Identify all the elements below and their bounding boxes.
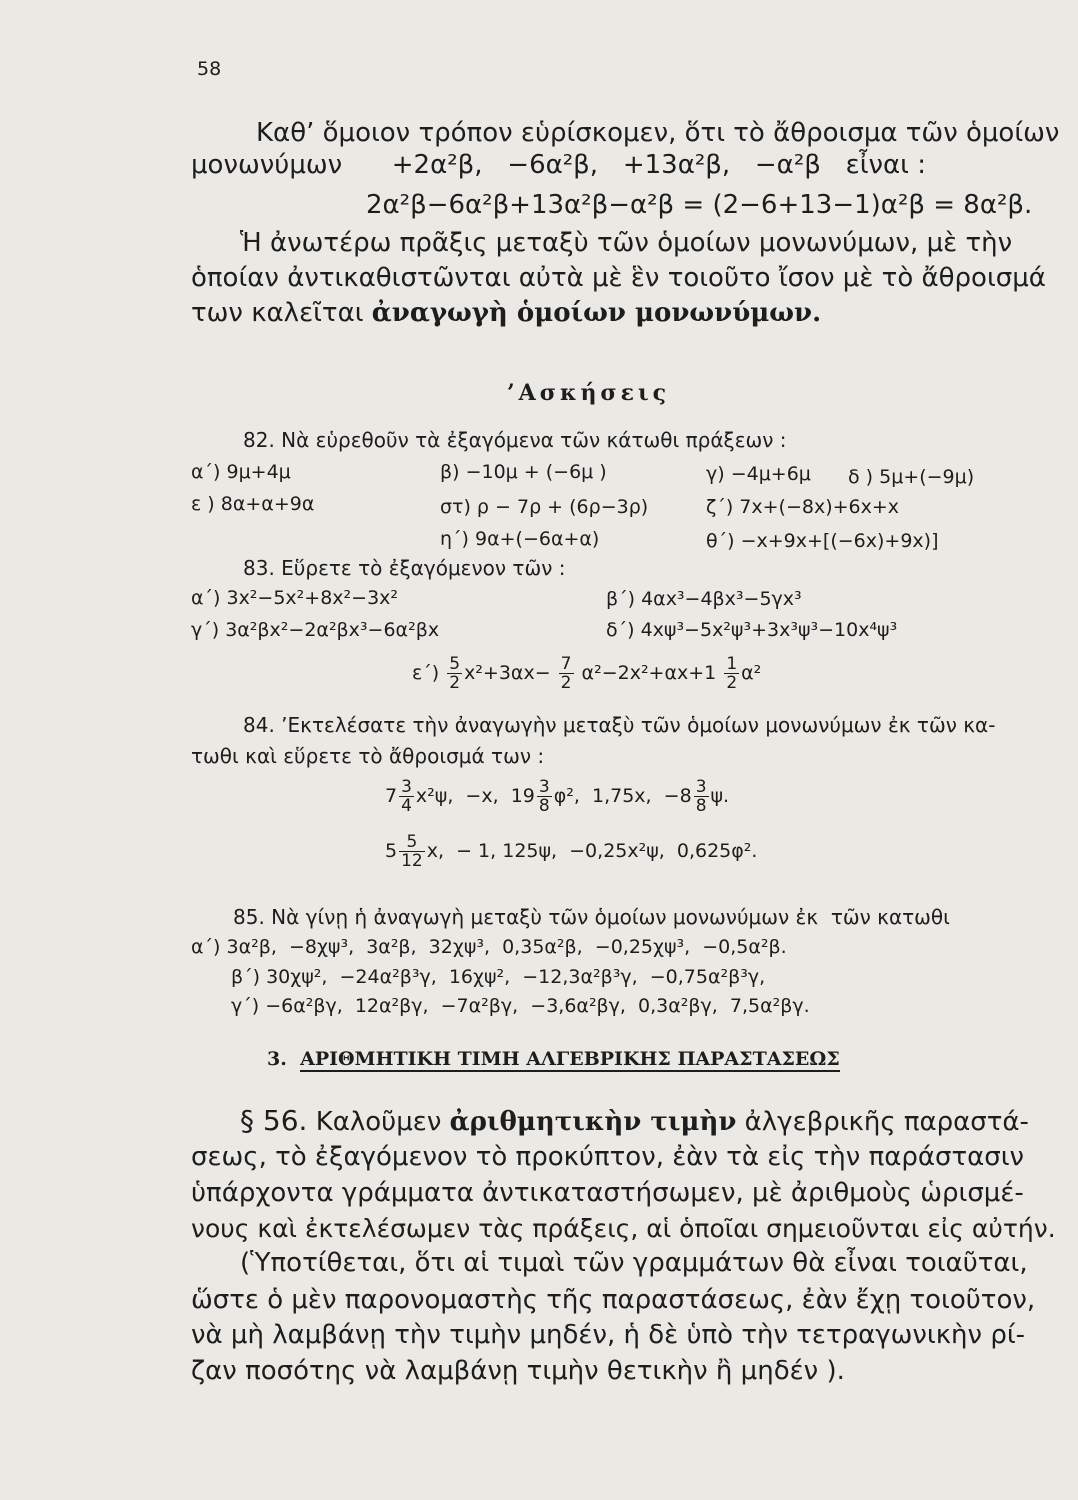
intro-line-4: ὁποίαν ἀντικαθιστῶνται αὐτὰ μὲ ἓν τοιοῦτο ἴσον μὲ τὸ ἄθροισμά xyxy=(191,263,1046,293)
intro-line-1: Καθ’ ὅμοιον τρόπον εὑρίσκομεν, ὅτι τὸ ἄθροισμα τῶν ὁμοίων xyxy=(256,118,1060,148)
para56-line-6: ὥστε ὁ μὲν παρονομαστὴς τῆς παραστάσεως, ἐὰν ἔχῃ τοιοῦτον, xyxy=(191,1285,1036,1315)
exercises-title: ’Ασκήσεις xyxy=(507,380,671,406)
term-arithmetic-value: ἀριθμητικὴν τιμὴν xyxy=(449,1107,737,1137)
section-heading xyxy=(267,1048,840,1070)
term-anagogi: ἀναγωγὴ ὁμοίων μονωνύμων. xyxy=(371,298,822,328)
intro-line-5-start: των καλεῖται xyxy=(191,298,372,328)
fraction-denominator: 2 xyxy=(726,673,738,693)
fraction-denominator: 8 xyxy=(538,796,550,816)
fraction-numerator: 3 xyxy=(695,777,707,797)
fraction xyxy=(559,655,574,692)
fraction-numerator: 7 xyxy=(560,654,572,674)
section-title: ΑΡΙΘΜΗΤΙΚΗ ΤΙΜΗ ΑΛΓΕΒΡΙΚΗΣ ΠΑΡΑΣΤΑΣΕΩΣ xyxy=(300,1048,840,1070)
ex82-g: γ) −4μ+6μ xyxy=(706,463,811,485)
ex82-d: δ ) 5μ+(−9μ) xyxy=(848,466,975,488)
ex85-prompt: 85. Νὰ γίνῃ ἡ ἀναγωγὴ μεταξὺ τῶν ὁμοίων μονωνύμων ἐκ τῶν κατωθι xyxy=(233,905,950,929)
ex84-row-1 xyxy=(385,778,729,815)
page-number: 58 xyxy=(197,58,222,80)
fraction xyxy=(537,778,552,815)
para56-line-3: ὑπάρχοντα γράμματα ἀντικαταστήσωμεν, μὲ ἀριθμοὺς ὡρισμέ- xyxy=(191,1178,1024,1208)
intro-line-3: Ἡ ἀνωτέρω πρᾶξις μεταξὺ τῶν ὁμοίων μονωνύμων, μὲ τὴν xyxy=(240,228,1013,258)
para56-line-5: (Ὑποτίθεται, ὅτι αἱ τιμαὶ τῶν γραμμάτων θὰ εἶναι τοιαῦται, xyxy=(240,1248,1028,1278)
ex83-prompt: 83. Εὕρετε τὸ ἐξαγόμενον τῶν : xyxy=(243,556,566,580)
ex83-d: δ΄) 4xψ³−5x²ψ³+3x³ψ³−10x⁴ψ³ xyxy=(606,619,898,641)
fraction-denominator: 8 xyxy=(695,796,707,816)
ex83-a: α΄) 3x²−5x²+8x²−3x² xyxy=(191,587,399,609)
para56-line-1 xyxy=(240,1104,1029,1137)
ex82-z: ζ΄) 7x+(−8x)+6x+x xyxy=(706,496,900,518)
ex84-prompt-2: τωθι καὶ εὕρετε τὸ ἄθροισμά των : xyxy=(191,744,545,768)
whole-number: 7 xyxy=(385,785,398,807)
fraction-denominator: 2 xyxy=(449,673,461,693)
ex83-b: β΄) 4αx³−4βx³−5γx³ xyxy=(606,588,802,610)
para56-line-2: σεως, τὸ ἐξαγόμενον τὸ προκύπτον, ἐὰν τὰ εἰς τὴν παράστασιν xyxy=(191,1142,1025,1172)
section-number: 3. xyxy=(267,1048,287,1070)
ex84-row-1-text-1: x²ψ, −x, 19 xyxy=(415,785,535,807)
ex84-row-2 xyxy=(385,833,757,870)
fraction-numerator: 3 xyxy=(401,777,412,797)
ex85-b: β΄) 30χψ², −24α²β³γ, 16χψ², −12,3α²β³γ, −0,75α²β³γ, xyxy=(231,966,766,988)
ex82-th: θ΄) −x+9x+[(−6x)+9x)] xyxy=(706,530,939,552)
para56-line-1-b: ἀλγεβρικῆς παραστά- xyxy=(736,1107,1029,1137)
ex83-e-part-1: x²+3αx− xyxy=(464,662,551,684)
para56-line-7: νὰ μὴ λαμβάνῃ τὴν τιμὴν μηδέν, ἡ δὲ ὑπὸ τὴν τετραγωνικὴν ρί- xyxy=(191,1320,1026,1350)
ex83-e-part-2: α²−2x²+αx+1 xyxy=(581,662,717,684)
fraction xyxy=(724,655,739,692)
ex84-row-2-text: x, − 1, 125ψ, −0,25x²ψ, 0,625φ². xyxy=(426,840,758,862)
para56-line-8: ζαν ποσότης νὰ λαμβάνῃ τιμὴν θετικὴν ἢ μηδέν ). xyxy=(191,1356,845,1386)
fraction xyxy=(399,778,414,815)
whole-number: 5 xyxy=(385,840,398,862)
ex83-e-label: ε΄) xyxy=(412,662,440,684)
fraction-denominator: 12 xyxy=(401,851,423,871)
ex83-e xyxy=(412,655,761,692)
ex83-g: γ΄) 3α²βx²−2α²βx³−6α²βx xyxy=(191,619,440,641)
intro-line-5 xyxy=(191,298,821,328)
ex82-a: α΄) 9μ+4μ xyxy=(191,461,291,483)
ex82-prompt: 82. Νὰ εὑρεθοῦν τὰ ἐξαγόμενα τῶν κάτωθι πράξεων : xyxy=(243,428,787,452)
fraction xyxy=(447,655,462,692)
para56-line-1-a: Καλοῦμεν xyxy=(307,1107,450,1137)
ex82-e: ε ) 8α+α+9α xyxy=(191,493,315,515)
intro-line-2: μονωνύμων +2α²β, −6α²β, +13α²β, −α²β εἶναι : xyxy=(191,150,926,180)
ex82-h: η΄) 9α+(−6α+α) xyxy=(440,528,600,550)
section-sign: § 56. xyxy=(240,1104,308,1137)
fraction-numerator: 1 xyxy=(726,654,738,674)
fraction-numerator: 5 xyxy=(449,654,461,674)
fraction xyxy=(694,778,709,815)
fraction-denominator: 4 xyxy=(401,796,412,816)
ex82-st: στ) ρ − 7ρ + (6ρ−3ρ) xyxy=(440,496,649,518)
fraction-numerator: 3 xyxy=(538,777,550,797)
ex83-e-part-3: α² xyxy=(741,662,762,684)
ex84-row-1-text-3: ψ. xyxy=(710,785,730,807)
para56-line-4: νους καὶ ἐκτελέσωμεν τὰς πράξεις, αἱ ὁποῖαι σημειοῦνται εἰς αὐτήν. xyxy=(191,1214,1056,1243)
ex84-prompt-1: 84. ’Εκτελέσατε τὴν ἀναγωγὴν μεταξὺ τῶν ὁμοίων μονωνύμων ἐκ τῶν κα- xyxy=(243,713,996,737)
fraction-numerator: 5 xyxy=(399,833,425,852)
ex85-g: γ΄) −6α²βγ, 12α²βγ, −7α²βγ, −3,6α²βγ, 0,3α²βγ, 7,5α²βγ. xyxy=(231,995,810,1017)
ex85-a: α΄) 3α²β, −8χψ³, 3α²β, 32χψ³, 0,35α²β, −0,25χψ³, −0,5α²β. xyxy=(191,936,787,958)
fraction-denominator: 2 xyxy=(560,673,572,693)
intro-equation: 2α²β−6α²β+13α²β−α²β = (2−6+13−1)α²β = 8α²β. xyxy=(366,190,1033,220)
ex84-row-1-text-2: φ², 1,75x, −8 xyxy=(553,785,692,807)
ex82-b: β) −10μ + (−6μ ) xyxy=(440,461,607,483)
fraction xyxy=(399,833,425,870)
